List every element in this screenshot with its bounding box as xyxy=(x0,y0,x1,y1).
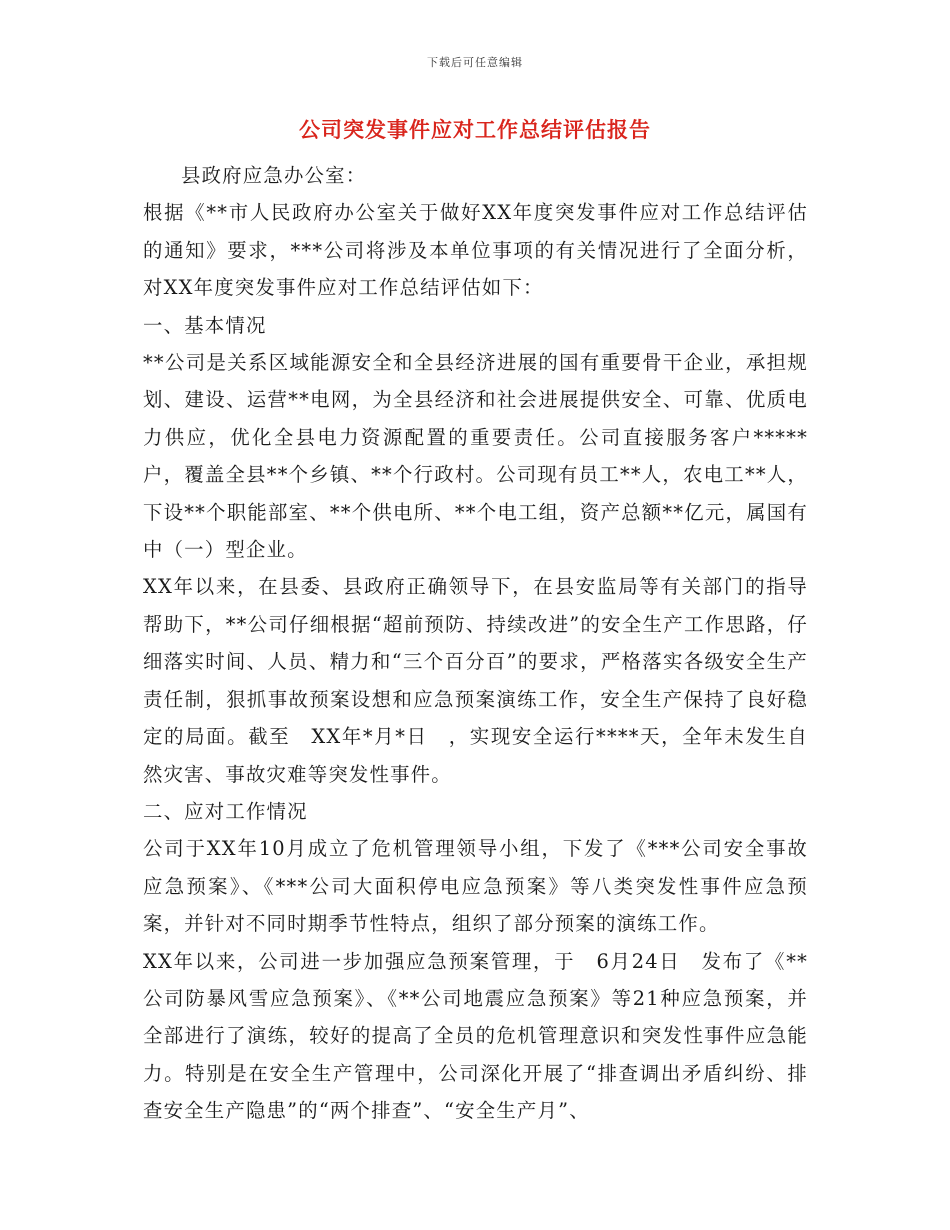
header-note: 下载后可任意编辑 xyxy=(427,56,523,69)
section-heading-basic-situation: 一、基本情况 xyxy=(143,313,267,337)
paragraph-safety-record: XX年以来，在县委、县政府正确领导下，在县安监局等有关部门的指导帮助下，**公司仔细根据“超前预防、持续改进”的安全生产工作思路，仔细落实时间、人员、精力和“三个百分百”的要求，严格落实各级安全生产责任制，狠抓事故预案设想和应急预案演练工作，安全生产保持了良好稳定的局面。截至 XX年*月*日 ，实现安全运行****天，全年未发生自然灾害、事故灾难等突发性事件。 xyxy=(143,575,808,786)
addressee: 县政府应急办公室： xyxy=(181,164,367,187)
document-title: 公司突发事件应对工作总结评估报告 xyxy=(299,117,651,142)
paragraph-emergency-plans: XX年以来，公司进一步加强应急预案管理，于 6月24日 发布了《**公司防暴风雪应急预案》、《**公司地震应急预案》等21种应急预案，并全部进行了演练，较好的提高了全员的危机管理意识和突发性事件应急能力。特别是在安全生产管理中，公司深化开展了“排查调出矛盾纠纷、排查安全生产隐患”的“两个排查”、“安全生产月”、 xyxy=(143,949,808,1123)
paragraph-intro: 根据《**市人民政府办公室关于做好XX年度突发事件应对工作总结评估的通知》要求，***公司将涉及本单位事项的有关情况进行了全面分析，对XX年度突发事件应对工作总结评估如下： xyxy=(143,201,808,300)
paragraph-crisis-team: 公司于XX年10月成立了危机管理领导小组，下发了《***公司安全事故应急预案》、《***公司大面积停电应急预案》等八类突发性事件应急预案，并针对不同时期季节性特点，组织了部分预案的演练工作。 xyxy=(143,837,808,936)
document-body xyxy=(143,157,808,1130)
section-heading-response-work: 二、应对工作情况 xyxy=(143,799,308,823)
paragraph-company-overview: **公司是关系区域能源安全和全县经济进展的国有重要骨干企业，承担规划、建设、运营**电网，为全县经济和社会进展提供安全、可靠、优质电力供应，优化全县电力资源配置的重要责任。公司直接服务客户*****户，覆盖全县**个乡镇、**个行政村。公司现有员工**人，农电工**人，下设**个职能部室、**个供电所、**个电工组，资产总额**亿元，属国有中（一）型企业。 xyxy=(143,351,808,562)
